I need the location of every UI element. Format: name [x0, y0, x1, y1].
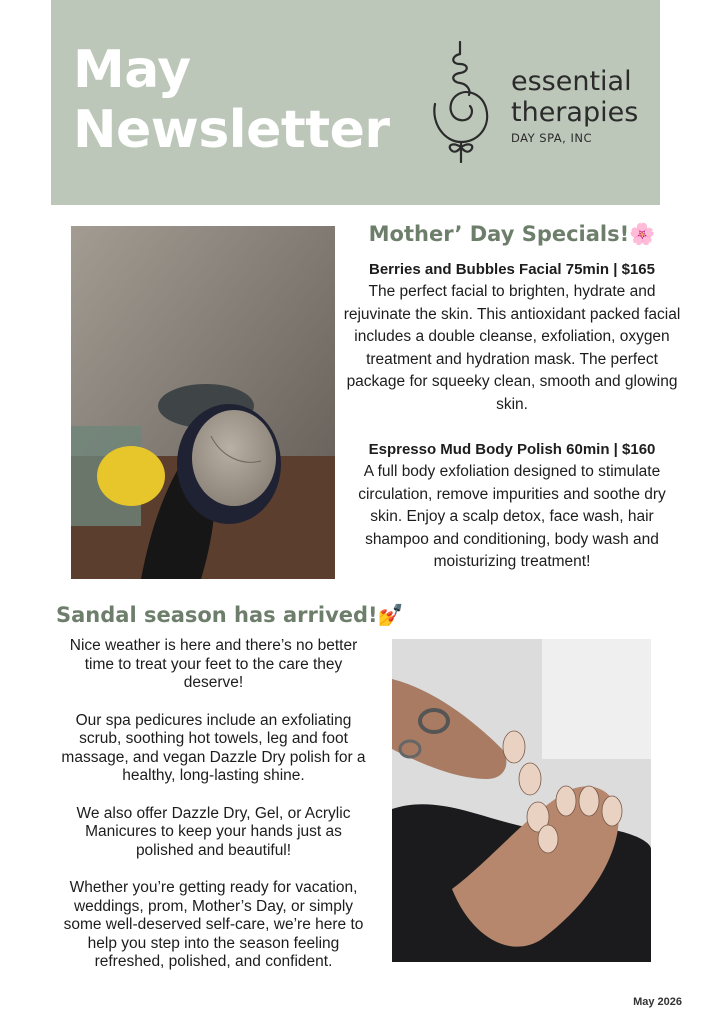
service-item [341, 439, 683, 574]
sandal-paragraph: Nice weather is here and there’s no better time to treat your feet to the care they deserve! [69, 637, 358, 691]
footer-date: May 2026 [633, 996, 682, 1008]
logo-line-3: DAY SPA, INC [511, 131, 593, 145]
service-title: Espresso Mud Body Polish 60min | $160 [368, 441, 656, 458]
sandal-paragraph: Our spa pedicures include an exfoliating scrub, soothing hot towels, leg and foot massage, and vegan Dazzle Dry polish for a healthy, long-lasting shine. [61, 711, 366, 784]
service-item [341, 259, 683, 416]
sandal-season-heading: Sandal season has arrived!💅 [56, 603, 404, 627]
mothers-day-section [341, 219, 683, 574]
title-line-1: May [73, 40, 191, 100]
service-title: Berries and Bubbles Facial 75min | $165 [369, 261, 655, 278]
newsletter-title [73, 40, 390, 160]
logo-line-1: essential [511, 66, 632, 97]
logo-line-2: therapies [511, 97, 639, 128]
service-description: The perfect facial to brighten, hydrate and rejuvinate the skin. This antioxidant packed facial includes a double cleanse, exfoliation, oxygen treatment and hydration mask. The perfect package for squeeky clean, smooth and glowing skin. [343, 283, 681, 413]
spiral-lotus-dragonfly-icon [423, 38, 499, 164]
service-description: A full body exfoliation designed to stimulate circulation, remove impurities and soothe dry skin. Enjoy a scalp detox, face wash, hair shampoo and conditioning, body wash and moisturizing treatment! [358, 463, 666, 570]
mothers-day-heading: Mother’ Day Specials!🌸 [368, 222, 656, 246]
sandal-paragraph: We also offer Dazzle Dry, Gel, or Acrylic Manicures to keep your hands just as polished and beautiful! [76, 804, 351, 859]
sandal-season-body [55, 637, 372, 991]
facial-mask-photo [71, 226, 335, 579]
newsletter-header [51, 0, 660, 205]
manicure-photo [392, 639, 651, 962]
sandal-paragraph: Whether you’re getting ready for vacation, weddings, prom, Mother’s Day, or simply some well-deserved self-care, we’re here to help you step into the season feeling refreshed, polished, and confident. [63, 879, 364, 970]
title-line-2: Newsletter [73, 100, 390, 160]
logo-wordmark [511, 66, 638, 145]
